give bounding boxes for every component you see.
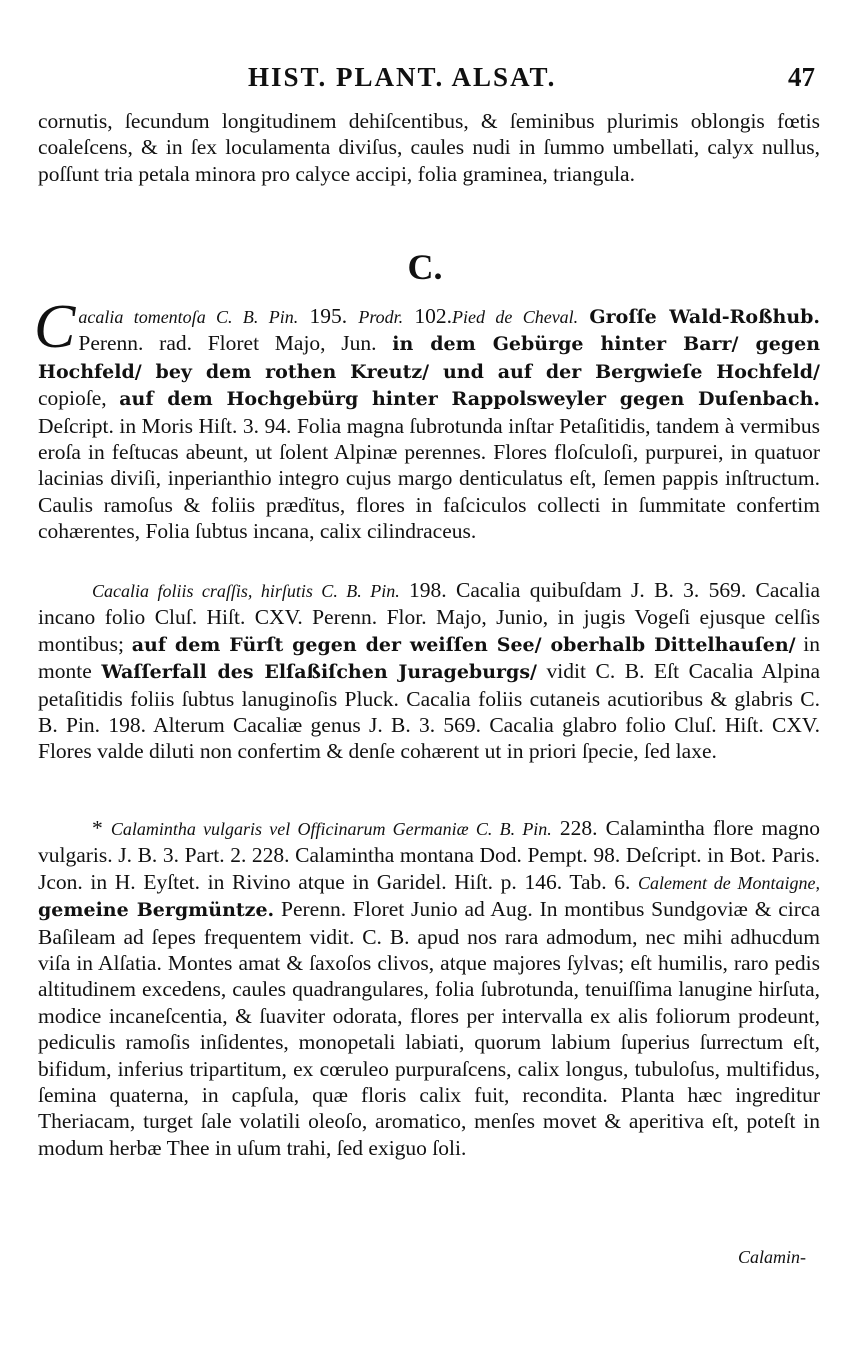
reference: 195. <box>309 304 348 328</box>
german-locality: auf dem Fürſt gegen der weiſſen See/ oberhalb Dittelhauſen/ <box>131 633 796 656</box>
entry-paragraph <box>38 577 820 765</box>
entry-paragraph <box>38 815 820 1161</box>
entry-calamintha <box>38 815 820 1161</box>
latin-text: 198. Cacalia quibuſdam J. B. 3. 569. Cacalia incano folio Cluſ. Hiſt. CXV. Perenn. Flor. Majo, Junio, in jugis Vogeſi ejusque celſis montibus; <box>38 578 820 656</box>
latin-text: Deſcript. in Moris Hiſt. 3. 94. Folia magna ſubrotunda inſtar Petaſitidis, tandem à vermibus eroſa in feſtucas abeunt, ut ſolent Alpinæ perennes. Flores floſculoſi, purpurei, in quatuor lacinias diviſi, inperianthio integro cujus margo denticulatus eſt, ſemen pappis inſtructum. Caulis ramoſus & foliis prædïtus, flores in faſciculos collecti in ſummitate confertim cohærentes, Folia ſubtus incana, calix cilindraceus. <box>38 413 820 544</box>
page-number: 47 <box>788 62 815 92</box>
asterisk-mark: * <box>92 816 103 840</box>
catchword: Calamin- <box>737 1247 806 1267</box>
latin-text: 228. Calamintha flore magno vulgaris. J. B. 3. Part. 2. 228. Calamintha montana Dod. Pempt. 98. Deſcript. in Bot. Paris. Jcon. in H. Eyſtet. in Rivino atque in Garidel. Hiſt. p. 146. Tab. 6. <box>38 816 821 894</box>
french-name: Calement de Montaigne, <box>638 872 821 893</box>
entry-paragraph <box>34 293 821 545</box>
continued-paragraph <box>38 108 820 187</box>
german-name: Groſſe Wald-Roßhub. <box>589 306 821 328</box>
entry-cacalia-tomentosa <box>34 293 821 545</box>
paragraph-text: cornutis, ſecundum longitudinem dehiſcentibus, & ſeminibus plurimis oblongis fœtis coaleſcens, & in ſex loculamenta diviſus, caules nudi in ſummo umbellati, calyx nullus, poſſunt tria petala minora pro calyce accipi, folia graminea, triangula. <box>38 109 820 186</box>
section-letter-heading: C. <box>407 247 443 287</box>
latin-text: Perenn. rad. Floret Majo, Jun. <box>78 331 377 356</box>
german-locality: auf dem Hochgebürg hinter Rappolsweyler gegen Duſenbach. <box>119 388 820 411</box>
reference-abbrev: Prodr. <box>358 307 404 327</box>
drop-capital: C <box>34 293 76 361</box>
german-locality: in dem Gebürge hinter Barr/ gegen Hochfeld/ bey dem rothen Kreutz/ und auf der Bergwieſe Hochfeld/ <box>38 333 821 383</box>
german-locality: Waſſerfall des Elſaßiſchen Jurageburgs/ <box>101 661 537 684</box>
reference: 102. <box>414 304 453 328</box>
german-name: gemeine Bergmüntze. <box>38 899 275 922</box>
latin-text: copioſe, <box>38 386 107 411</box>
latin-text: vidit C. B. Eſt Cacalia Alpina petaſitidis foliis ſubtus lanuginoſis Pluck. Cacalia foliis cutaneis acutioribus & glabris C. B. Pin. 198. Alterum Cacaliæ genus J. B. 3. 569. Cacalia glabro folio Cluſ. Hiſt. CXV. Flores valde diluti non confertim & denſe cohærent ut in priori ſpecie, ſed laxe. <box>38 659 821 764</box>
entry-cacalia-foliis-crassis <box>38 577 820 765</box>
species-name: Cacalia foliis craſſis, hirſutis C. B. Pin. <box>92 581 400 601</box>
latin-text: in monte <box>38 631 821 684</box>
running-header <box>0 62 850 96</box>
french-name: Pied de Cheval. <box>452 307 579 327</box>
species-name: Calamintha vulgaris vel Officinarum Germaniæ C. B. Pin. <box>110 819 552 839</box>
running-title: HIST. PLANT. ALSAT. <box>248 62 557 92</box>
species-name: acalia tomentoſa C. B. Pin. <box>78 307 299 327</box>
latin-text: Perenn. Floret Junio ad Aug. In montibus Sundgoviæ & circa Baſileam ad ſepes frequentem vidit. C. B. apud nos rara admodum, nec mihi adhucdum viſa in Alſatia. Montes amat & ſaxoſos clivos, atque majores ſylvas; eſt humilis, raro pedis altitudinem excedens, caules quadrangulares, folia ſubrotunda, tenuiſſima lanugine hirſuta, modice incaneſcentia, & ſuaviter odorata, flores per intervalla ex alis foliorum prodeunt, pediculis ramoſis inſidentes, monopetali labiati, quorum labium ſuperius ſurrectum eſt, bifidum, inferius tripartitum, ex cœruleo purpuraſcens, calix longus, tubuloſus, multifidus, ſemina quaterna, in capſula, quæ floris calix fuit, recondita. Planta hæc ingreditur Theriacam, turget ſale volatili oleoſo, aromatico, menſes movet & aperitiva eſt, poteſt in modum herbæ Thee in uſum trahi, ſed exiguo ſoli. <box>38 897 820 1160</box>
